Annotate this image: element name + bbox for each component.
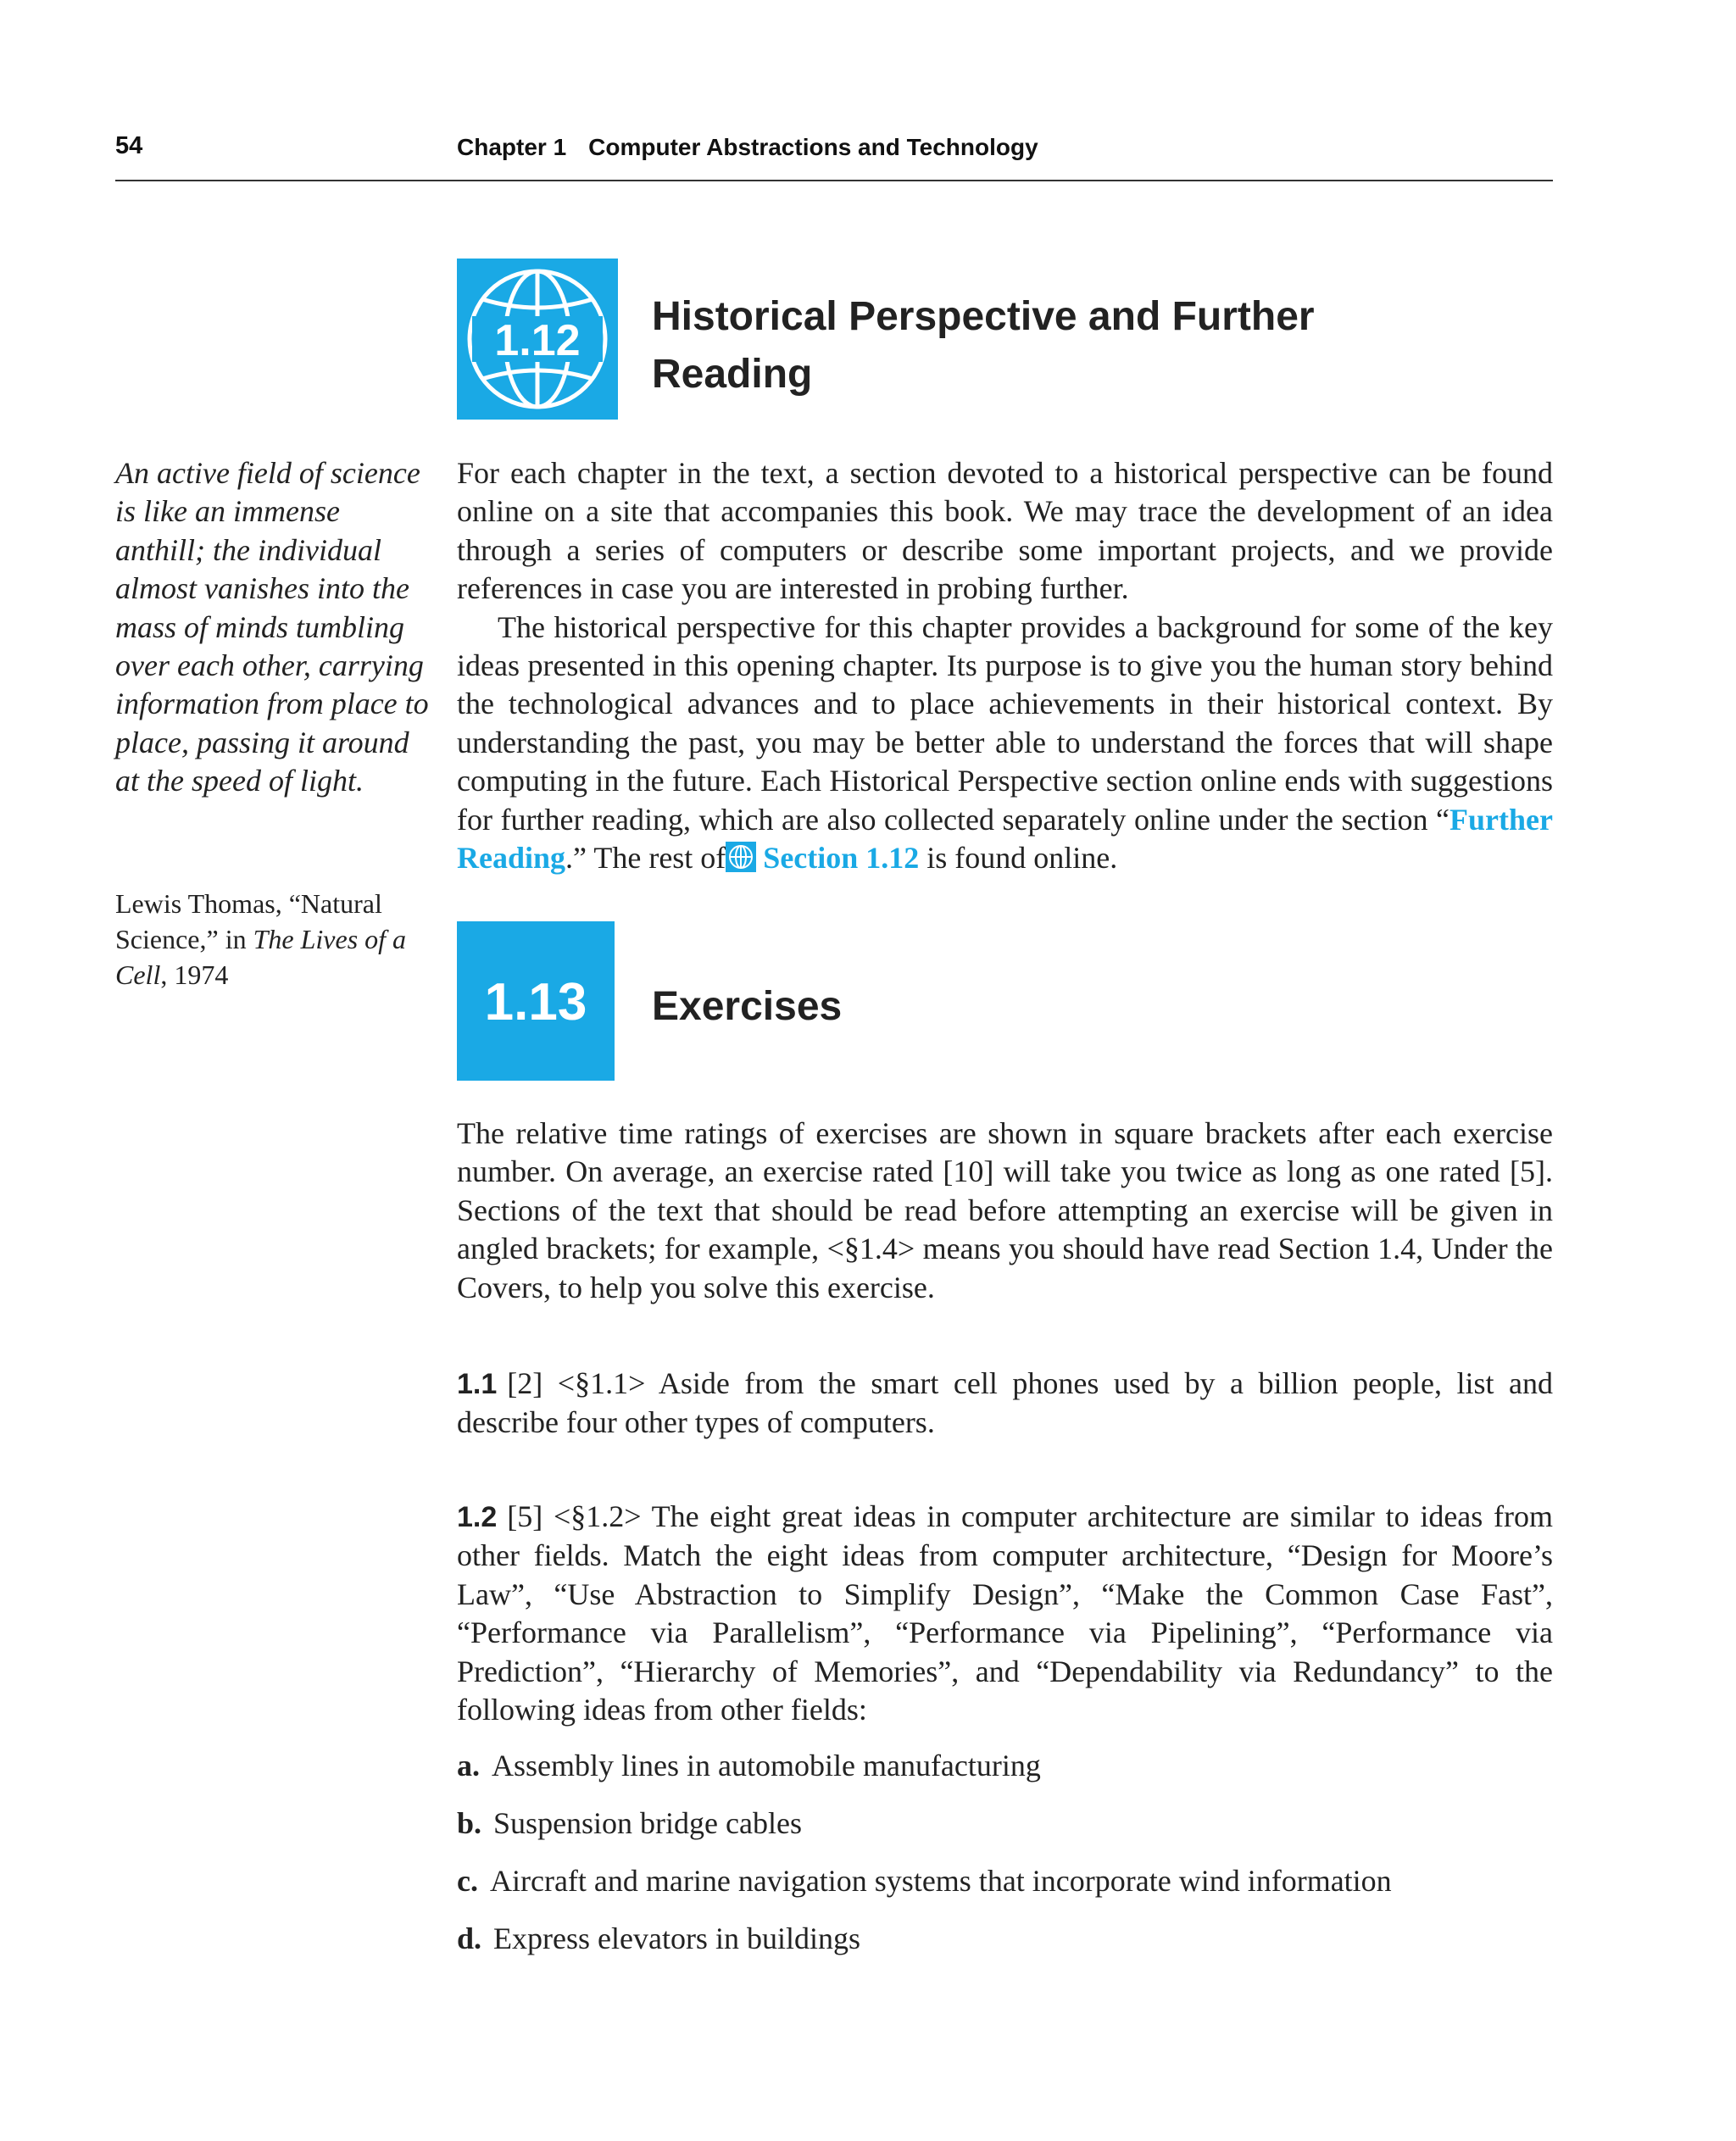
section-badge-1-12 [457,259,618,420]
exercise-1-1 [457,1365,1553,1443]
option-letter: a. [457,1749,480,1782]
quote-work: The Lives of a Cell [115,924,407,990]
section-title-line2: Reading [652,352,813,397]
option-text: Express elevators in buildings [493,1921,860,1955]
paragraph: For each chapter in the text, a section devoted to a historical perspective can be found online on a site that accompanies this book. We may trace the development of an idea through a series of computers or describe some important projects, and we provide references in case you are interested in probing further. [457,456,1553,606]
further-reading-link[interactable]: Further Reading [457,802,1553,876]
header-rule [115,180,1553,181]
margin-quote: An active field of science is like an immense anthill; the individual almost vanishes into the mass of minds tumbling over each other, carrying information from place to place, passing it around at the speed of light. [115,456,429,798]
chapter-label: Chapter 1 [457,134,567,160]
paragraph-text: is found online. [919,841,1118,876]
option-letter: b. [457,1806,482,1840]
option-text: Suspension bridge cables [493,1806,802,1840]
option-letter: c. [457,1864,478,1898]
chapter-title: Computer Abstractions and Technology [588,134,1038,160]
exercise-1-2 [457,1498,1553,1729]
badge-1-13-label: 1.13 [484,973,587,1032]
section-title-1-12 [652,288,1500,403]
globe-icon [726,842,756,872]
exercise-number: 1.2 [457,1501,498,1533]
option-letter: d. [457,1921,482,1955]
option-text: Assembly lines in automobile manufacturing [492,1749,1041,1782]
exercises-intro: The relative time ratings of exercises are shown in square brackets after each exercise number. On average, an exercise rated [10] will take you twice as long as one rated [5]. Sections of the text that should be read before attempting an exercise will be given in angled brackets; for example, <§1.4> means you should have read Section 1.4, Under the Covers, to help you solve this exercise. [457,1116,1553,1304]
badge-1-12-label: 1.12 [494,316,581,365]
section-1-12-link[interactable]: Section 1.12 [763,841,920,876]
section-badge-1-13 [457,921,615,1081]
page-number: 54 [115,132,143,159]
option-text: Aircraft and marine navigation systems that incorporate wind information [489,1864,1392,1898]
option-d [457,1921,860,1956]
globe-icon [457,259,618,420]
paragraph [457,609,1553,878]
quote-author: Lewis Thomas, “Natural Science,” in [115,888,382,954]
option-c [457,1863,1392,1899]
quote-year: , 1974 [160,959,229,990]
exercise-number: 1.1 [457,1368,498,1400]
running-head [457,134,1038,161]
exercise-text: [2] <§1.1> Aside from the smart cell phones used by a billion people, list and describe four other types of computers. [457,1366,1553,1440]
option-b [457,1805,802,1841]
quote-attribution [115,886,429,993]
option-a [457,1748,1041,1783]
section-title-line1: Historical Perspective and Further [652,294,1315,339]
section-1-12-body [457,454,1553,877]
paragraph-text: .” The rest of [565,841,726,876]
exercise-text: [5] <§1.2> The eight great ideas in computer architecture are similar to ideas from other fields. Match the eight ideas from computer architecture, “Design for Moore’s Law”, “Use Abstraction to Simplify Design”, “Make the Common Case Fast”, “Performance via Parallelism”, “Performance via Pipelining”, “Performance via Prediction”, “Hierarchy of Memories”, and “Dependability via Redundancy” to the following ideas from other fields: [457,1499,1553,1727]
section-title-1-13: Exercises [652,984,843,1029]
paragraph-text: The historical perspective for this chapter provides a background for some of the key ideas presented in this opening chapter. Its purpose is to give you the human story behind the technological advances and to place achievements in their historical context. By understanding the past, you may be better able to understand the forces that will shape computing in the future. Each Historical Perspective section online ends with suggestions for further reading, which are also collected separately online under the section “ [457,609,1553,837]
